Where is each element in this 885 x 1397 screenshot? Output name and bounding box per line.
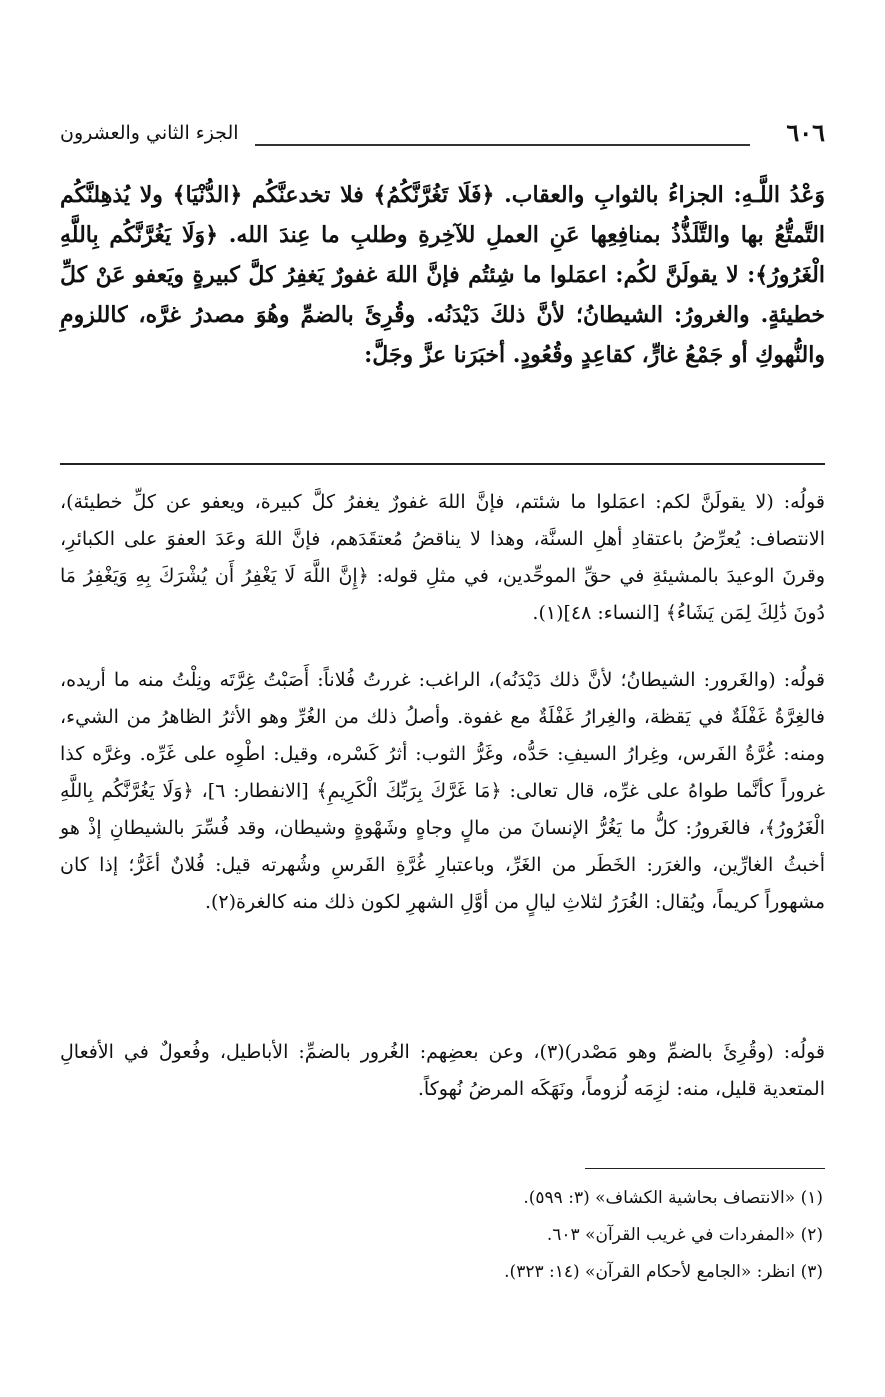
running-header [60, 118, 825, 158]
main-text: وَعْدُ اللَّـهِ: الجزاءُ بالثوابِ والعقاب. ﴿فَلَا تَغُرَّنَّكُمُ﴾ فلا تخدعنَّكُم ﴿الدُّنْيَا﴾ ولا يُذهِلنَّكُم التَّمتُّعُ بها والتَّلَذُّذُ بمنافِعِها عَنِ العملِ للآخِرةِ وطلبِ ما عِندَ الله. ﴿وَلَا يَغُرَّنَّكُم بِاللَّهِ الْغَرُورُ﴾: لا يقولَنَّ لكُم: اعمَلوا ما شِئتُم فإنَّ اللهَ غفورٌ يَغفِرُ كلَّ كبيرةٍ ويَعفو عَنْ كلِّ خطيئةٍ. والغرورُ: الشيطانُ؛ لأنَّ ذلكَ دَيْدَنُه. وقُرِئَ بالضمِّ وهُوَ مصدرُ غرَّه، كاللزومِ والنُّهوكِ أو جَمْعُ غارٍّ، كقاعِدٍ وقُعُودٍ. أخبَرَنا عزَّ وجَلَّ: [60, 182, 825, 368]
running-title: الجزء الثاني والعشرون [60, 122, 239, 144]
commentary-paragraph-3: قولُه: (وقُرِئَ بالضمِّ وهو مَصْدر)(٣)، وعن بعضِهم: الغُرور بالضمِّ: الأباطيل، وفُعولٌ في الأفعالِ المتعدية قليل، منه: لزِمَه لُزوماً، ونَهَكَه المرضُ نُهوكاً. [60, 1041, 825, 1100]
footnote-1: (١) «الانتصاف بحاشية الكشاف» (٣: ٥٩٩). [523, 1188, 823, 1208]
footnote-3: (٣) انظر: «الجامع لأحكام القرآن» (١٤: ٣٢٣). [504, 1262, 823, 1282]
footnotes [63, 1180, 823, 1291]
page-number: ٦٠٦ [786, 118, 825, 147]
commentary-paragraph-2: قولُه: (والغَرور: الشيطانُ؛ لأنَّ ذلك دَيْدَنُه)، الراغب: غررتُ فُلاناً: أَصَبْتُ غِرَّتَه ونِلْتُ منه ما أريده، فالغِرَّةُ غَفْلَةٌ في يَقظة، والغِرارُ غَفْلَةٌ مع غفوة. وأصلُ ذلك من الغُرِّ وهو الأثرُ الظاهرُ من الشيء، ومنه: غُرَّةُ الفَرس، وغِرارُ السيفِ: حَدُّه، وغَرُّ الثوب: أثرُ كَسْره، وقيل: اطْوِه على غَرِّه. وغرَّه كذا غروراً كأنَّما طواهُ على غرِّه، قال تعالى: ﴿مَا غَرَّكَ بِرَبِّكَ الْكَرِيمِ﴾ [الانفطار: ٦]، ﴿وَلَا يَغُرَّنَّكُم بِاللَّهِ الْغَرُورُ﴾، فالغَرورُ: كلُّ ما يَغُرُّ الإنسانَ من مالٍ وجاهٍ وشَهْوةٍ وشيطان، وقد فُسِّرَ بالشيطانِ إذْ هو أخبثُ الغارِّين، والغرَر: الخَطَر من الغَرِّ، وباعتبارِ غُرَّةِ الفَرسِ وشُهرته قيل: فُلانٌ أغَرُّ؛ إذا كان مشهوراً كريماً، ويُقال: الغُرَرُ لثلاثِ ليالٍ من أوَّلِ الشهرِ لكون ذلك منه كالغرة(٢). [60, 669, 826, 913]
commentary-paragraph-1: قولُه: (لا يقولَنَّ لكم: اعمَلوا ما شئتم، فإنَّ اللهَ غفورٌ يغفرُ كلَّ كبيرة، ويعفو عن كلِّ خطيئة)، الانتصاف: يُعرِّضُ باعتقادِ أهلِ السنَّة، وهذا لا يناقضُ مُعتقَدَهم، فإنَّ اللهَ وعَدَ العفوَ على الكبائرِ، وقرنَ الوعيدَ بالمشيئةِ في حقِّ الموحِّدين، في مثلِ قوله: ﴿إِنَّ اللَّهَ لَا يَغْفِرُ أَن يُشْرَكَ بِهِ وَيَغْفِرُ مَا دُونَ ذَٰلِكَ لِمَن يَشَاءُ﴾ [النساء: ٤٨](١). [60, 491, 825, 624]
footnote-2: (٢) «المفردات في غريب القرآن» ٦٠٣. [546, 1225, 823, 1245]
separator-rule [60, 463, 825, 465]
footnote-rule [585, 1168, 825, 1169]
header-rule [255, 144, 750, 146]
